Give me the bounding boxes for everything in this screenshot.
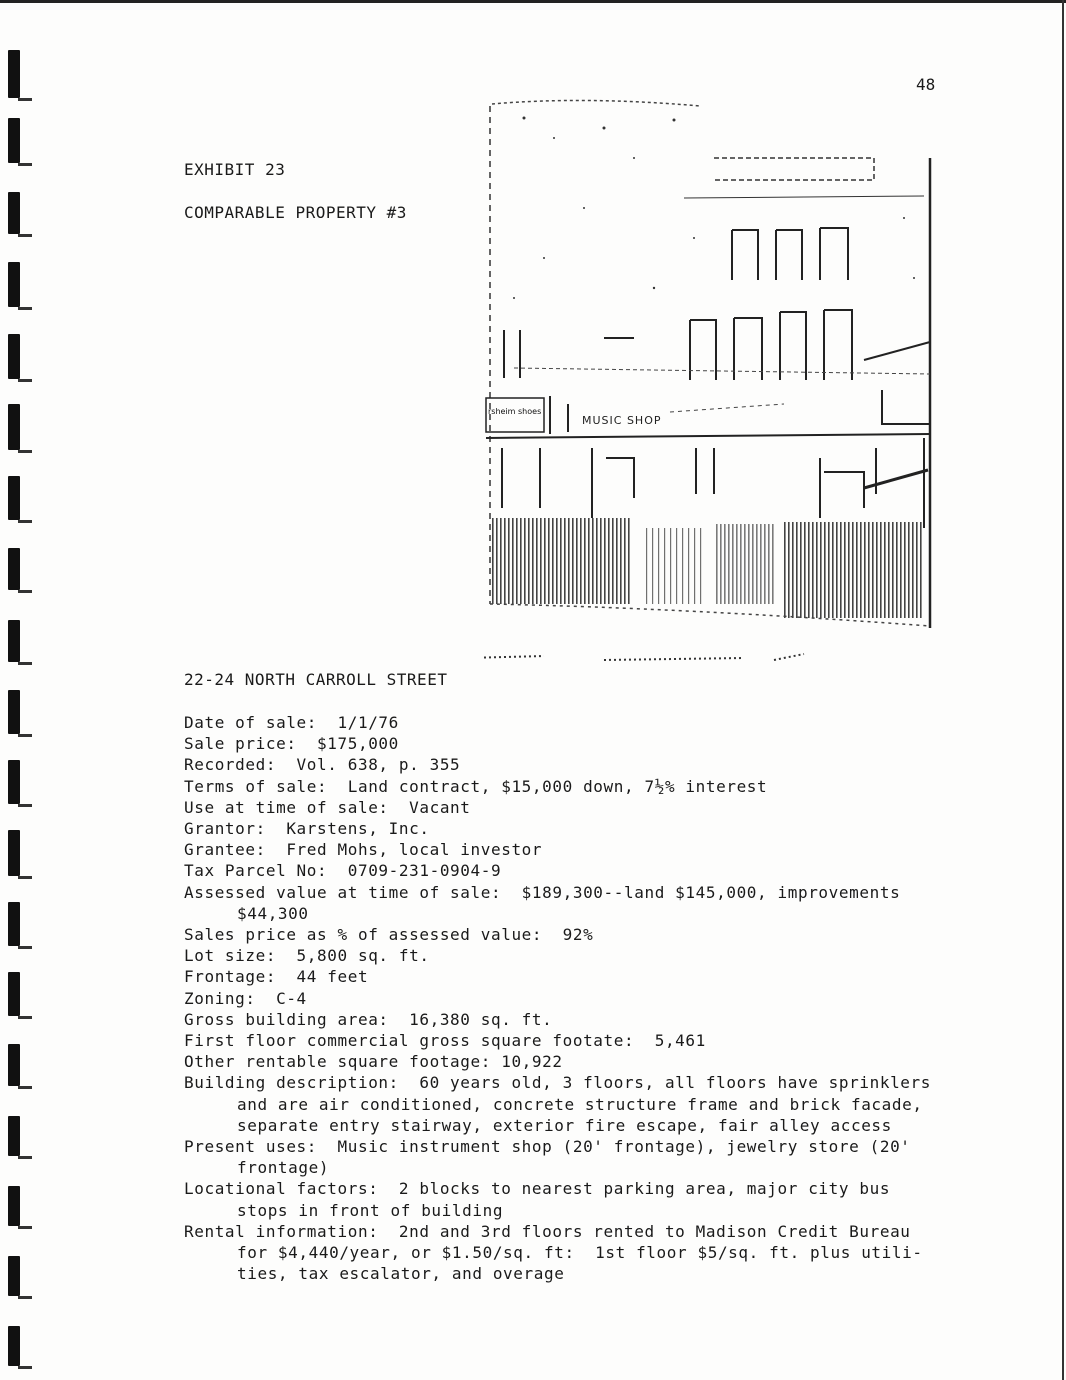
binding-hole	[8, 262, 20, 307]
page-right-edge	[1062, 0, 1064, 1380]
binding-hole	[8, 1326, 20, 1366]
detail-line: Assessed value at time of sale: $189,300--land $145,000, improvements	[184, 882, 901, 902]
detail-line: Building description: 60 years old, 3 floors, all floors have sprinklers	[184, 1073, 931, 1093]
exhibit-subtitle: COMPARABLE PROPERTY #3	[184, 203, 407, 222]
detail-line: Gross building area: 16,380 sq. ft.	[184, 1009, 553, 1029]
detail-continuation-line: stops in front of building	[237, 1200, 504, 1220]
detail-line: First floor commercial gross square footate: 5,461	[184, 1031, 706, 1051]
detail-continuation-line: separate entry stairway, exterior fire escape, fair alley access	[237, 1115, 892, 1135]
photo-sign-center: MUSIC SHOP	[582, 414, 662, 427]
exhibit-title: EXHIBIT 23	[184, 160, 286, 179]
detail-line: Present uses: Music instrument shop (20' frontage), jewelry store (20'	[184, 1137, 911, 1157]
page-number: 48	[916, 75, 936, 94]
binding-hole	[8, 620, 20, 662]
binding-hole	[8, 404, 20, 450]
detail-line: Use at time of sale: Vacant	[184, 797, 471, 817]
detail-line: Lot size: 5,800 sq. ft.	[184, 946, 430, 966]
detail-line: Other rentable square footage: 10,922	[184, 1052, 563, 1072]
detail-line: Terms of sale: Land contract, $15,000 down, 7½% interest	[184, 776, 768, 796]
binding-hole	[8, 50, 20, 98]
detail-line: Frontage: 44 feet	[184, 967, 369, 987]
detail-line: Locational factors: 2 blocks to nearest parking area, major city bus	[184, 1179, 891, 1199]
detail-line: Sale price: $175,000	[184, 734, 399, 754]
detail-continuation-line: and are air conditioned, concrete structure frame and brick facade,	[237, 1094, 923, 1114]
page-top-edge	[0, 0, 1066, 3]
detail-continuation-line: frontage)	[237, 1158, 330, 1178]
detail-line: Recorded: Vol. 638, p. 355	[184, 755, 461, 775]
binding-hole	[8, 548, 20, 590]
detail-line: Grantee: Fred Mohs, local investor	[184, 840, 543, 860]
binding-hole	[8, 192, 20, 234]
binding-hole	[8, 902, 20, 946]
binding-hole	[8, 830, 20, 876]
detail-continuation-line: for $4,440/year, or $1.50/sq. ft: 1st floor $5/sq. ft. plus utili-	[237, 1243, 923, 1263]
detail-line: Date of sale: 1/1/76	[184, 713, 399, 732]
binding-hole	[8, 972, 20, 1016]
detail-continuation-line: $44,300	[237, 903, 309, 923]
binding-hole	[8, 1044, 20, 1086]
detail-line: Rental information: 2nd and 3rd floors rented to Madison Credit Bureau	[184, 1221, 911, 1241]
property-details	[184, 712, 974, 1284]
photo-sign-left: rsheim shoes	[488, 407, 542, 416]
binding-hole	[8, 1186, 20, 1226]
binding-hole	[8, 1256, 20, 1296]
binding-hole	[8, 476, 20, 520]
detail-line: Grantor: Karstens, Inc.	[184, 819, 430, 839]
detail-line: Tax Parcel No: 0709-231-0904-9	[184, 861, 502, 881]
detail-continuation-line: ties, tax escalator, and overage	[237, 1264, 565, 1284]
binding-hole	[8, 1116, 20, 1156]
detail-line: Zoning: C-4	[184, 988, 307, 1008]
binding-hole	[8, 118, 20, 163]
property-address: 22-24 NORTH CARROLL STREET	[184, 670, 448, 689]
binding-hole	[8, 690, 20, 734]
building-photo	[484, 98, 936, 664]
binding-hole	[8, 334, 20, 379]
binding-hole	[8, 760, 20, 804]
detail-line: Sales price as % of assessed value: 92%	[184, 925, 594, 945]
